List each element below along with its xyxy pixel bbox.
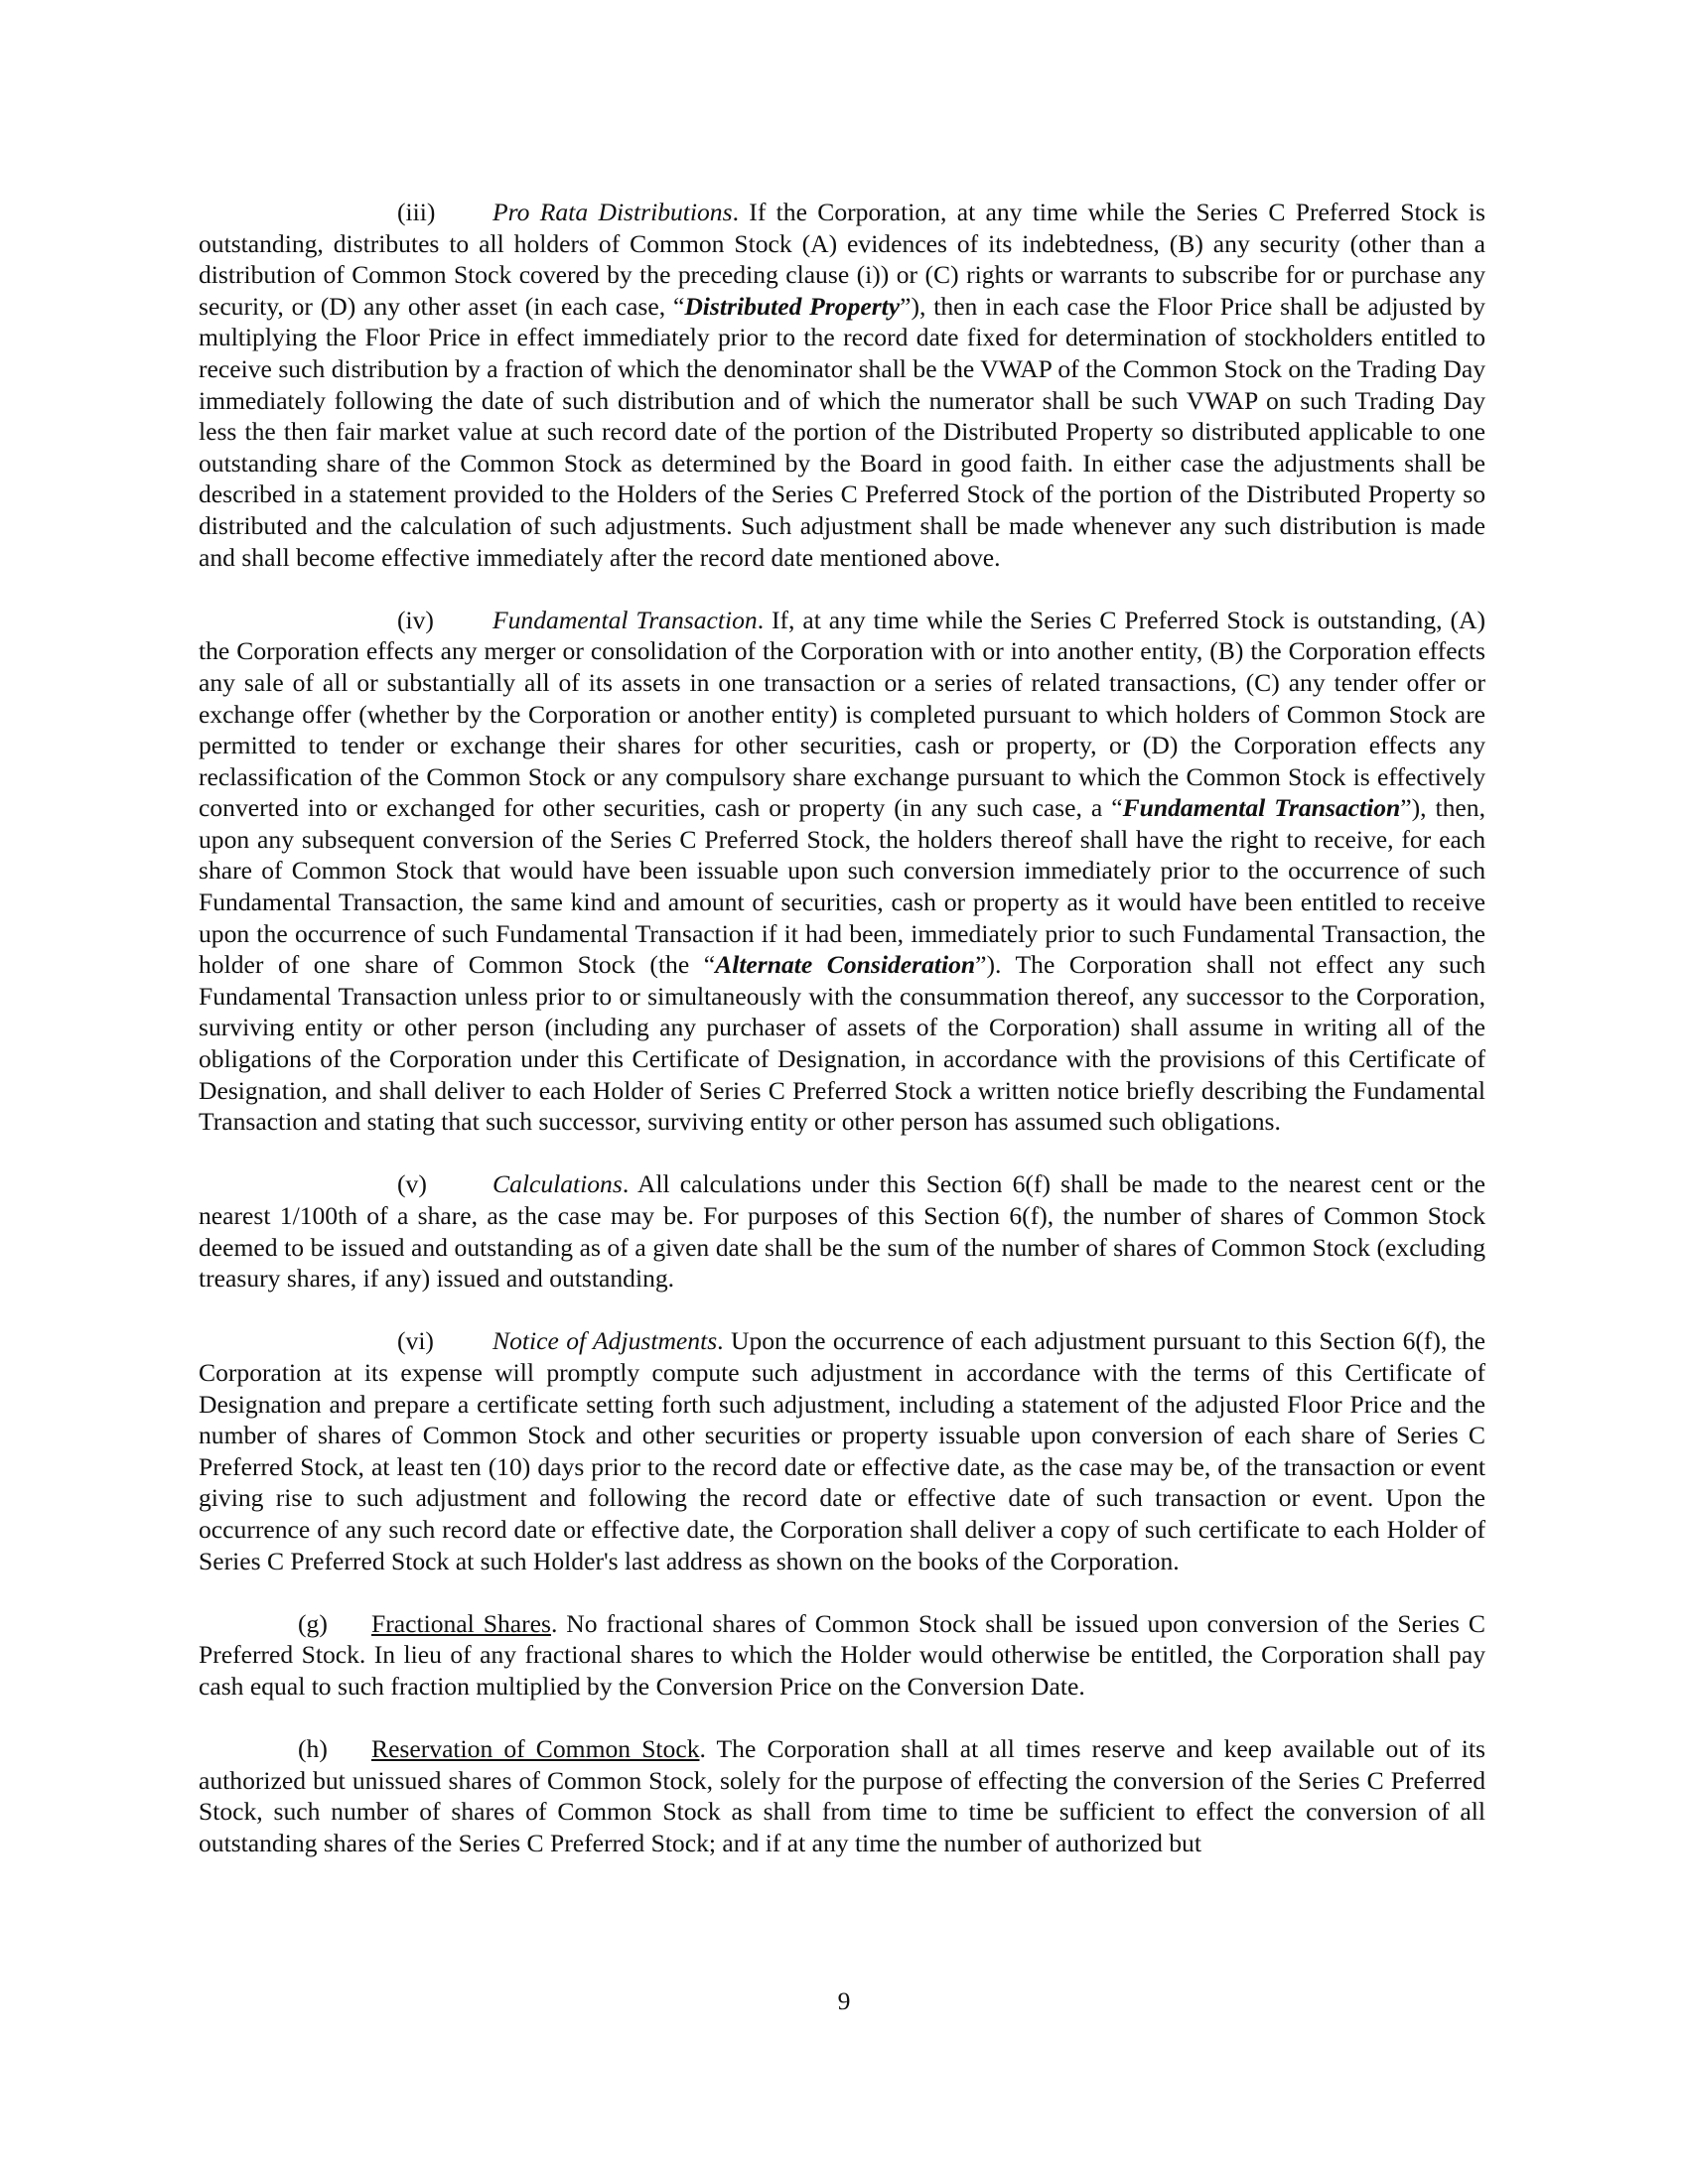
page-number: 9 [837,1986,851,2015]
paragraph-heading: Notice of Adjustments [492,1326,718,1356]
paragraph-heading: Fractional Shares [371,1608,551,1638]
paragraph-text: . If the Corporation, at any time while the Series C Preferred Stock is outstanding, distributes to all holders of Common Stock (A) evidences of its indebtedness, (B) any security (other than a distribution of Common Stock covered by the preceding clause (i)) or (C) rights or warrants to subscribe for or purchase any security, or (D) any other asset (in each case, “ [199,198,1485,321]
paragraph-number: (v) [397,1169,427,1199]
document-page [199,197,1485,1858]
paragraph-calculations [199,1168,1485,1294]
paragraph-number: (vi) [397,1326,434,1356]
paragraph-heading: Fundamental Transaction [492,605,758,634]
defined-term: Alternate Consideration [715,950,976,980]
paragraph-fundamental-transaction [199,605,1485,1138]
paragraph-number: (g) [298,1608,328,1638]
paragraph-heading: Calculations [492,1169,623,1199]
defined-term: Fundamental Transaction [1122,793,1401,823]
paragraph-heading: Reservation of Common Stock [371,1734,700,1764]
paragraph-fractional-shares [199,1608,1485,1703]
paragraph-text: . All calculations under this Section 6(f) shall be made to the nearest cent or the nearest 1/100th of a share, as the case may be. For purposes of this Section 6(f), the number of shares of Common Stock deemed to be issued and outstanding as of a given date shall be the sum of the number of shares of Common Stock (excluding treasury shares, if any) issued and outstanding. [199,1169,1485,1294]
paragraph-number: (iv) [397,605,434,634]
paragraph-text: ”), then in each case the Floor Price shall be adjusted by multiplying the Floor Price in effect immediately prior to the record date fixed for determination of stockholders entitled to receive such distribution by a fraction of which the denominator shall be the VWAP of the Common Stock on the Trading Day immediately following the date of such distribution and of which the numerator shall be such VWAP on such Trading Day less the then fair market value at such record date of the portion of the Distributed Property so distributed applicable to one outstanding share of the Common Stock as determined by the Board in good faith. In either case the adjustments shall be described in a statement provided to the Holders of the Series C Preferred Stock of the portion of the Distributed Property so distributed and the calculation of such adjustments. Such adjustment shall be made whenever any such distribution is made and shall become effective immediately after the record date mentioned above. [199,291,1485,572]
paragraph-heading: Pro Rata Distributions [492,198,733,226]
paragraph-text: ”). The Corporation shall not effect any such Fundamental Transaction unless prior to or simultaneously with the consummation thereof, any successor to the Corporation, surviving entity or other person (including any purchaser of assets of the Corporation) shall assume in writing all of the obligations of the Corporation under this Certificate of Designation, in accordance with the provisions of this Certificate of Designation, and shall deliver to each Holder of Series C Preferred Stock a written notice briefly describing the Fundamental Transaction and stating that such successor, surviving entity or other person has assumed such obligations. [199,950,1486,1137]
paragraph-number: (iii) [397,198,436,226]
paragraph-text: . The Corporation shall at all times reserve and keep available out of its authorized but unissued shares of Common Stock, solely for the purpose of effecting the conversion of the Series C Preferred Stock, such number of shares of Common Stock as shall from time to time be sufficient to effect the conversion of all outstanding shares of the Series C Preferred Stock; and if at any time the number of authorized but [199,1734,1485,1857]
paragraph-reservation-of-common-stock [199,1733,1485,1858]
paragraph-pro-rata-distributions [199,197,1485,573]
paragraph-text: . No fractional shares of Common Stock shall be issued upon conversion of the Series C Preferred Stock. In lieu of any fractional shares to which the Holder would otherwise be entitled, the Corporation shall pay cash equal to such fraction multiplied by the Conversion Price on the Conversion Date. [199,1608,1485,1701]
paragraph-text: . If, at any time while the Series C Preferred Stock is outstanding, (A) the Corporation effects any merger or consolidation of the Corporation with or into another entity, (B) the Corporation effects any sale of all or substantially all of its assets in one transaction or a series of related transactions, (C) any tender offer or exchange offer (whether by the Corporation or another entity) is completed pursuant to which holders of Common Stock are permitted to tender or exchange their shares for other securities, cash or property, or (D) the Corporation effects any reclassification of the Common Stock or any compulsory share exchange pursuant to which the Common Stock is effectively converted into or exchanged for other securities, cash or property (in any such case, a “ [199,605,1485,823]
paragraph-notice-of-adjustments [199,1325,1485,1576]
paragraph-text: ”), then, upon any subsequent conversion of the Series C Preferred Stock, the holders thereof shall have the right to receive, for each share of Common Stock that would have been issuable upon such conversion immediately prior to the occurrence of such Fundamental Transaction, the same kind and amount of securities, cash or property as it would have been entitled to receive upon the occurrence of such Fundamental Transaction if it had been, immediately prior to such Fundamental Transaction, the holder of one share of Common Stock (the “ [199,793,1485,980]
paragraph-text: . Upon the occurrence of each adjustment pursuant to this Section 6(f), the Corporation at its expense will promptly compute such adjustment in accordance with the terms of this Certificate of Designation and prepare a certificate setting forth such adjustment, including a statement of the adjusted Floor Price and the number of shares of Common Stock and other securities or property issuable upon conversion of each share of Series C Preferred Stock, at least ten (10) days prior to the record date or effective date, as the case may be, of the transaction or event giving rise to such adjustment and following the record date or effective date of such transaction or event. Upon the occurrence of any such record date or effective date, the Corporation shall deliver a copy of such certificate to each Holder of Series C Preferred Stock at such Holder's last address as shown on the books of the Corporation. [199,1326,1486,1575]
paragraph-number: (h) [298,1734,328,1764]
defined-term: Distributed Property [684,291,901,321]
